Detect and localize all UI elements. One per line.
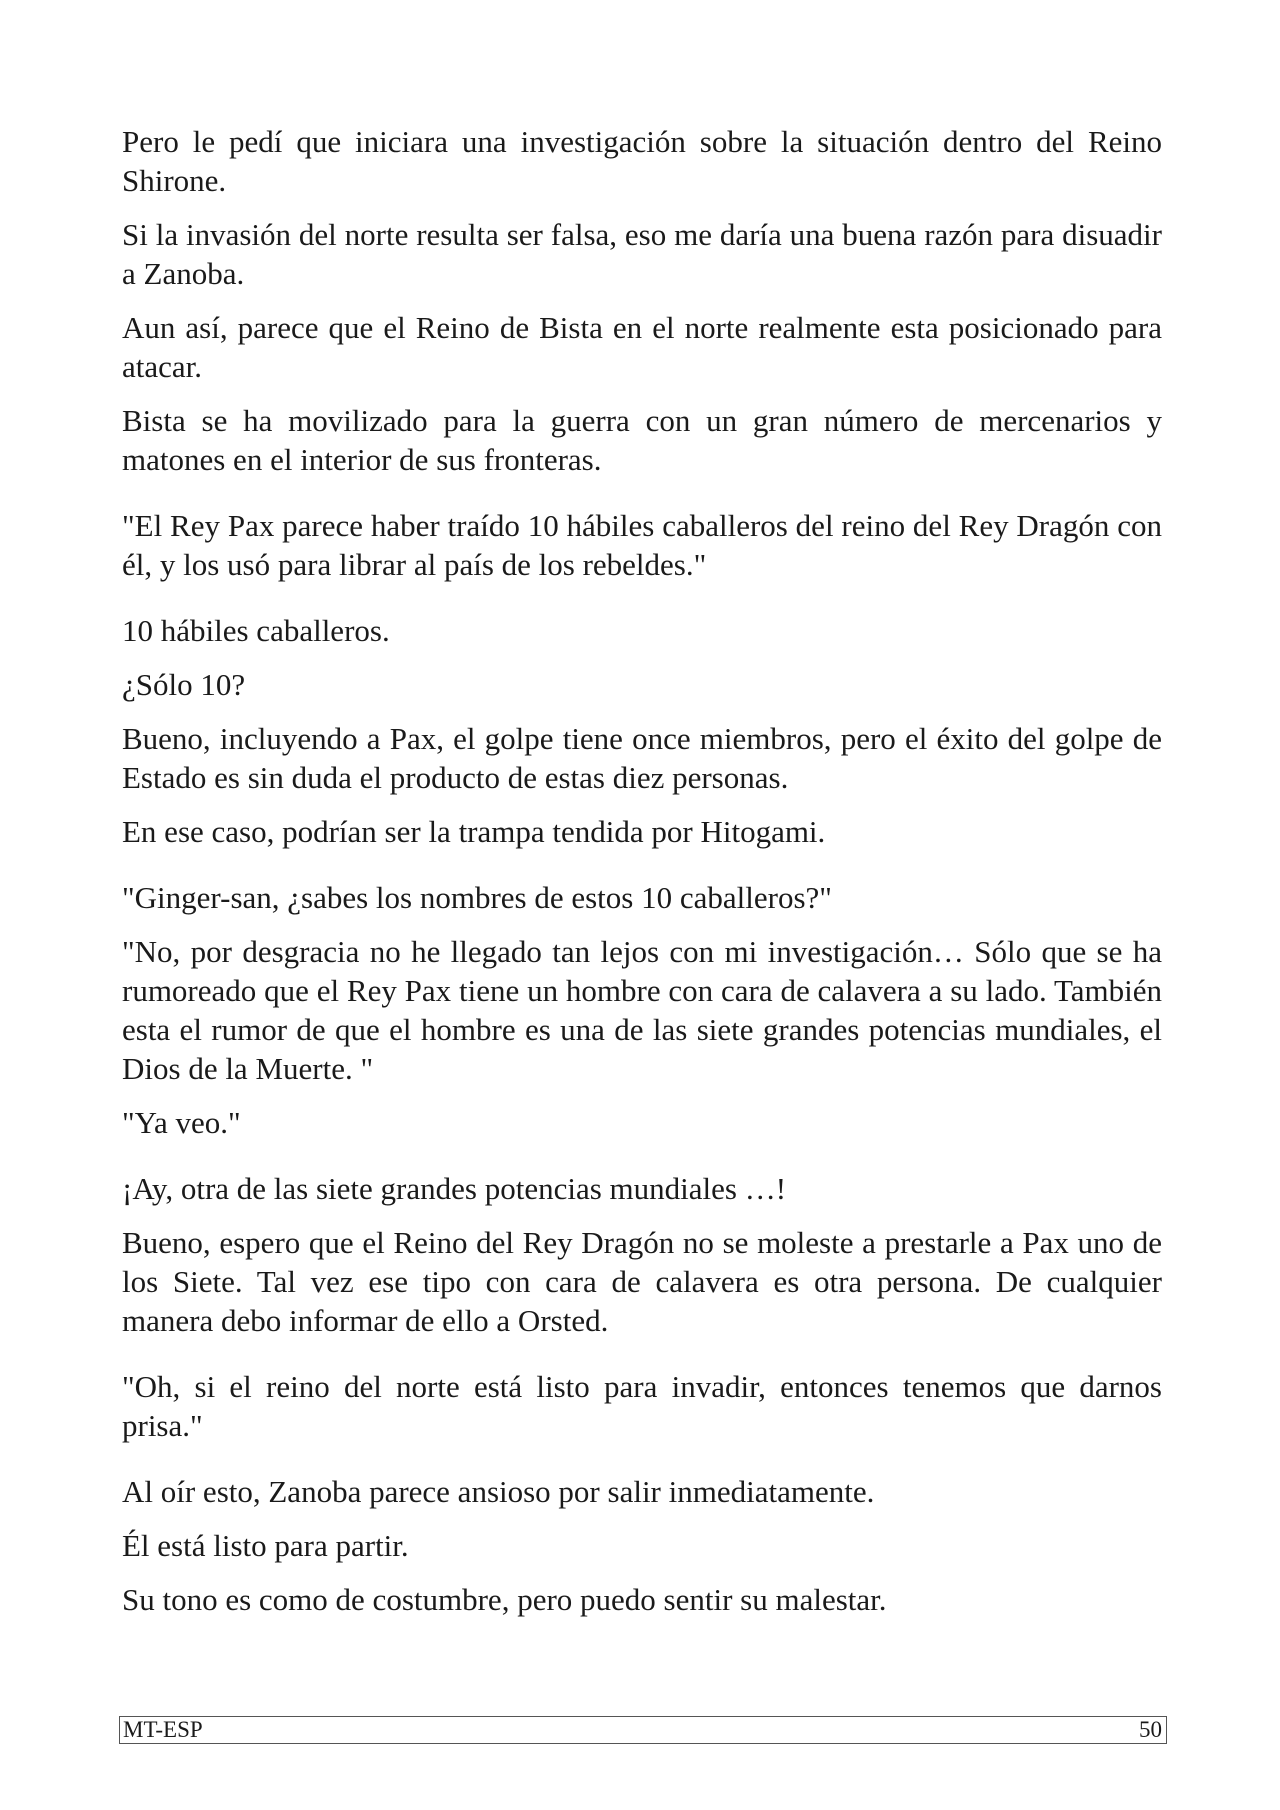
paragraph: 10 hábiles caballeros. [122, 613, 390, 648]
paragraph: Él está listo para partir. [122, 1528, 409, 1563]
paragraph: "No, por desgracia no he llegado tan lejos con mi investigación… Sólo que se ha rumoreado que el Rey Pax tiene un hombre con cara de calavera a su lado. También esta el rumor de que el hombre es una de las siete grandes potencias mundiales, el Dios de la Muerte. " [122, 934, 1162, 1086]
page-number: 50 [1139, 1717, 1162, 1742]
paragraph: ¡Ay, otra de las siete grandes potencias mundiales …! [122, 1171, 787, 1206]
paragraph: Pero le pedí que iniciara una investigación sobre la situación dentro del Reino Shirone. [122, 124, 1162, 198]
paragraph: "El Rey Pax parece haber traído 10 hábiles caballeros del reino del Rey Dragón con él, y los usó para librar al país de los rebeldes." [122, 508, 1162, 582]
paragraph: Aun así, parece que el Reino de Bista en el norte realmente esta posicionado para atacar. [122, 310, 1162, 384]
paragraph: Al oír esto, Zanoba parece ansioso por salir inmediatamente. [122, 1474, 875, 1509]
paragraph: En ese caso, podrían ser la trampa tendida por Hitogami. [122, 814, 826, 849]
paragraph: Si la invasión del norte resulta ser falsa, eso me daría una buena razón para disuadir a Zanoba. [122, 217, 1162, 291]
footer-label: MT-ESP [123, 1717, 203, 1742]
paragraph: ¿Sólo 10? [122, 667, 246, 702]
page-footer [119, 1716, 1167, 1744]
paragraph: "Ginger-san, ¿sabes los nombres de estos 10 caballeros?" [122, 880, 832, 915]
paragraph: "Oh, si el reino del norte está listo para invadir, entonces tenemos que darnos prisa." [122, 1369, 1162, 1443]
paragraph: Su tono es como de costumbre, pero puedo sentir su malestar. [122, 1582, 887, 1617]
paragraph: Bista se ha movilizado para la guerra con un gran número de mercenarios y matones en el interior de sus fronteras. [122, 403, 1162, 477]
document-body [122, 122, 1162, 1619]
paragraph: Bueno, espero que el Reino del Rey Dragón no se moleste a prestarle a Pax uno de los Siete. Tal vez ese tipo con cara de calavera es otra persona. De cualquier manera debo informar de ello a Orsted. [122, 1225, 1162, 1338]
paragraph: Bueno, incluyendo a Pax, el golpe tiene once miembros, pero el éxito del golpe de Estado es sin duda el producto de estas diez personas. [122, 721, 1162, 795]
paragraph: "Ya veo." [122, 1105, 241, 1140]
